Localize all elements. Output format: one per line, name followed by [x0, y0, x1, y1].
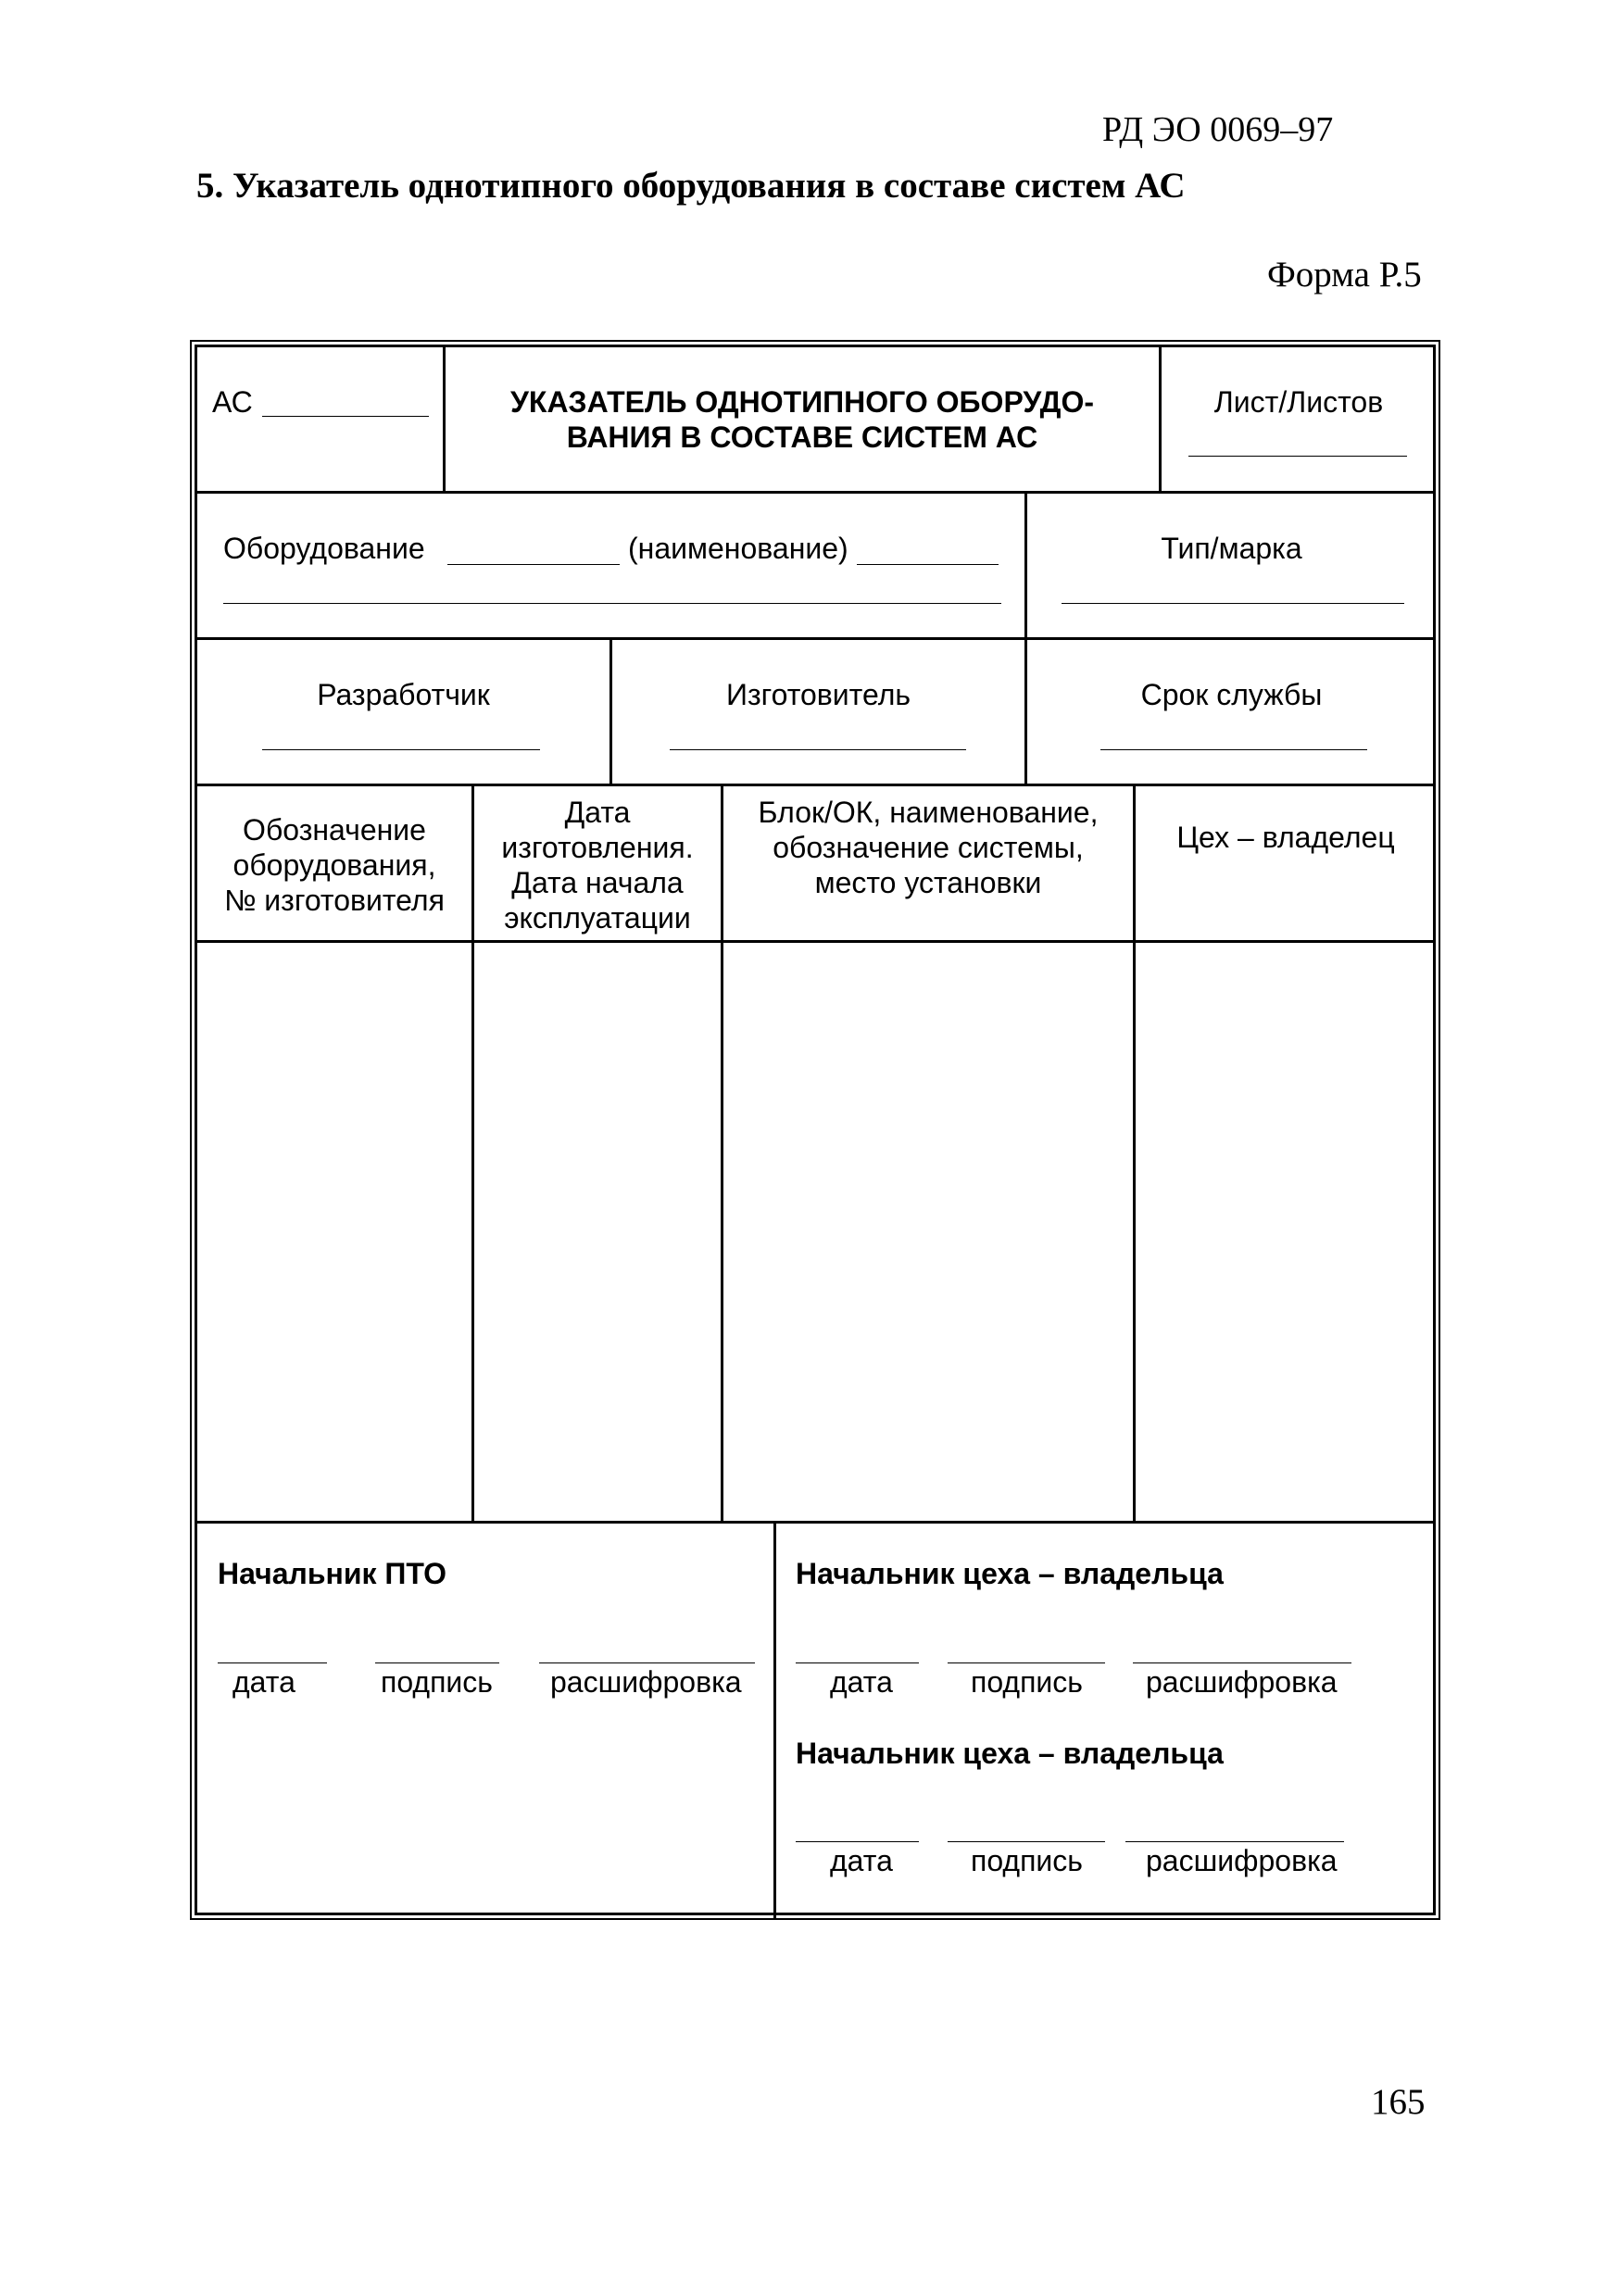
date-caption: дата: [232, 1665, 295, 1699]
row-divider: [197, 491, 1433, 494]
manufacturer-input-line[interactable]: [670, 749, 966, 750]
column-header-designation: Обозначение оборудования, № изготовителя: [224, 813, 445, 917]
table-cell-dates[interactable]: [474, 943, 721, 1521]
signature-line[interactable]: [375, 1662, 499, 1663]
decoding-caption: расшифровка: [550, 1665, 742, 1699]
equipment-label: Оборудование: [223, 532, 425, 565]
signature-caption: подпись: [971, 1844, 1083, 1877]
decoding-line[interactable]: [539, 1662, 755, 1663]
decoding-caption: расшифровка: [1146, 1665, 1338, 1699]
sheet-label: Лист/Листов: [1213, 385, 1384, 419]
service-life-label: Срок службы: [1140, 678, 1323, 711]
developer-input-line[interactable]: [262, 749, 540, 750]
table-cell-owner[interactable]: [1136, 943, 1436, 1521]
type-label: Тип/марка: [1161, 532, 1302, 565]
date-line[interactable]: [796, 1841, 919, 1842]
equipment-input-line[interactable]: [447, 564, 620, 565]
equipment-name-hint: (наименование): [628, 532, 848, 565]
row-divider: [197, 784, 1433, 786]
equipment-form: [195, 345, 1436, 1915]
table-cell-designation[interactable]: [197, 943, 471, 1521]
date-caption: дата: [830, 1844, 893, 1877]
signature-line[interactable]: [948, 1662, 1105, 1663]
column-header-owner: Цех – владелец: [1176, 821, 1395, 854]
as-input-line[interactable]: [262, 416, 429, 417]
as-label: АС: [212, 385, 253, 419]
row-divider: [197, 637, 1433, 640]
equipment-second-line[interactable]: [223, 603, 1001, 604]
sheet-input-line[interactable]: [1188, 456, 1407, 457]
signature-title-pto: Начальник ПТО: [218, 1557, 447, 1590]
signature-caption: подпись: [381, 1665, 493, 1699]
signature-title-shop-head-2: Начальник цеха – владельца: [796, 1737, 1224, 1770]
decoding-line[interactable]: [1133, 1662, 1351, 1663]
page-number: 165: [1371, 2082, 1426, 2122]
form-title-line2: ВАНИЯ В СОСТАВЕ СИСТЕМ АС: [566, 420, 1038, 454]
manufacturer-label: Изготовитель: [725, 678, 911, 711]
signature-caption: подпись: [971, 1665, 1083, 1699]
developer-label: Разработчик: [317, 678, 490, 711]
equipment-name-line[interactable]: [857, 564, 999, 565]
document-code: РД ЭО 0069–97: [1102, 110, 1334, 149]
service-life-input-line[interactable]: [1100, 749, 1367, 750]
type-input-line[interactable]: [1062, 603, 1404, 604]
section-title: 5. Указатель однотипного оборудования в составе систем АС: [196, 166, 1186, 206]
form-title-line1: УКАЗАТЕЛЬ ОДНОТИПНОГО ОБОРУДО-: [510, 385, 1094, 419]
form-label: Форма Р.5: [1267, 255, 1422, 295]
row-divider: [197, 1521, 1433, 1524]
date-line[interactable]: [218, 1662, 327, 1663]
column-divider: [773, 1521, 776, 1918]
date-line[interactable]: [796, 1662, 919, 1663]
decoding-caption: расшифровка: [1146, 1844, 1338, 1877]
column-header-dates: Дата изготовления. Дата начала эксплуатации: [501, 796, 694, 935]
column-header-location: Блок/ОК, наименование, обозначение системы, место установки: [758, 796, 1099, 899]
signature-title-shop-head: Начальник цеха – владельца: [796, 1557, 1224, 1590]
signature-line[interactable]: [948, 1841, 1105, 1842]
table-cell-location[interactable]: [723, 943, 1133, 1521]
decoding-line[interactable]: [1125, 1841, 1344, 1842]
date-caption: дата: [830, 1665, 893, 1699]
